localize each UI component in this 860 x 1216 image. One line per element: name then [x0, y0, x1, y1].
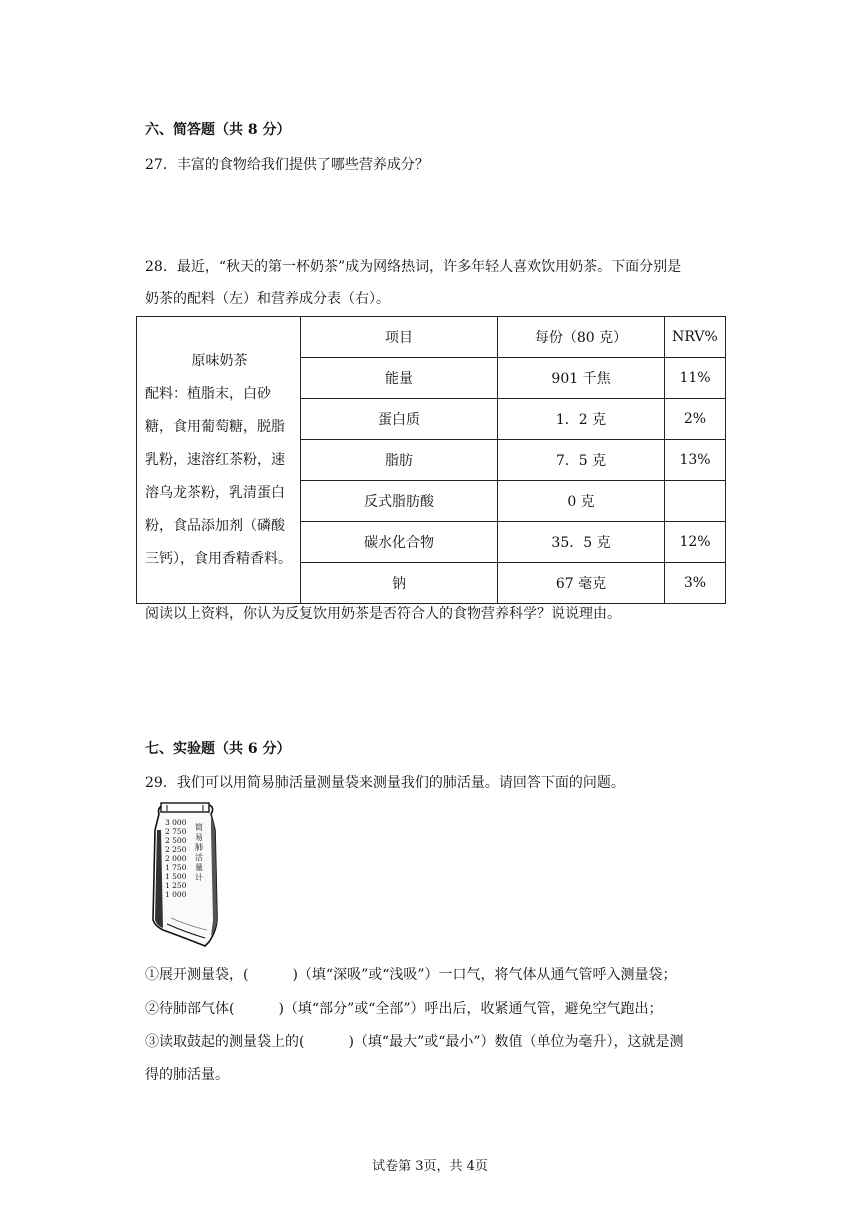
table-cell: 0 克: [498, 481, 665, 522]
step-2-text-b: )（填“部分”或“全部”）呼出后，收紧通气管，避免空气跑出；: [278, 1001, 663, 1017]
scale-label: 2 500: [165, 836, 187, 845]
table-cell: 35．5 克: [498, 522, 665, 563]
scale-label: 1 000: [165, 890, 187, 899]
bag-label-char: 量: [195, 863, 203, 872]
bag-label-char: 易: [195, 833, 203, 842]
question-28-prompt: 阅读以上资料，你认为反复饮用奶茶是否符合人的食物营养科学？说说理由。: [145, 606, 621, 622]
bag-scale: [165, 818, 187, 899]
scale-label: 1 500: [165, 872, 187, 881]
step-3-text-b: )（填“最大”或“最小”）数值（单位为毫升），这就是测: [348, 1034, 684, 1050]
table-cell: [665, 481, 726, 522]
step-1: [145, 964, 677, 984]
table-cell: 蛋白质: [301, 399, 498, 440]
ingredients-name: 原味奶茶: [191, 352, 248, 369]
table-cell: 3%: [665, 563, 726, 604]
header-per-serving: 每份（80 克）: [498, 317, 665, 358]
ingredients-cell: [137, 317, 301, 604]
step-3: [145, 1031, 684, 1051]
step-1-text-a: ①展开测量袋，(: [145, 967, 249, 983]
scale-label: 1 750: [165, 863, 187, 872]
ingredients-text: 配料：植脂末，白砂糖，食用葡萄糖，脱脂乳粉，速溶红茶粉，速溶乌龙茶粉，乳清蛋白粉，食品添加剂（磷酸三钙），食用香精香料。: [145, 385, 292, 567]
question-29: 29．我们可以用简易肺活量测量袋来测量我们的肺活量。请回答下面的问题。: [145, 775, 625, 791]
scale-label: 1 250: [165, 881, 187, 890]
table-cell: 13%: [665, 440, 726, 481]
bag-label-char: 活: [195, 853, 203, 862]
step-3-continued: 得的肺活量。: [145, 1067, 229, 1083]
table-cell: 901 千焦: [498, 358, 665, 399]
table-cell: 能量: [301, 358, 498, 399]
table-cell: 脂肪: [301, 440, 498, 481]
table-cell: 11%: [665, 358, 726, 399]
bag-label-char: 计: [195, 873, 203, 882]
table-cell: 7．5 克: [498, 440, 665, 481]
bag-label-char: 肺: [195, 843, 203, 852]
table-cell: 2%: [665, 399, 726, 440]
scale-label: 2 250: [165, 845, 187, 854]
step-2: [145, 998, 663, 1018]
nutrition-table: [136, 316, 726, 604]
question-27: 27．丰富的食物给我们提供了哪些营养成分？: [145, 157, 429, 173]
step-3-text-a: ③读取鼓起的测量袋上的(: [145, 1034, 305, 1050]
table-cell: 碳水化合物: [301, 522, 498, 563]
question-28-line1: 28．最近，“秋天的第一杯奶茶”成为网络热词，许多年轻人喜欢饮用奶茶。下面分别是: [145, 259, 682, 275]
lung-capacity-bag-illustration: [145, 800, 225, 948]
header-item: 项目: [301, 317, 498, 358]
bag-label-char: 简: [195, 823, 203, 832]
scale-label: 2 750: [165, 827, 187, 836]
table-cell: 1．2 克: [498, 399, 665, 440]
question-28-line2: 奶茶的配料（左）和营养成分表（右）。: [145, 291, 390, 307]
table-cell: 反式脂肪酸: [301, 481, 498, 522]
table-header-row: [137, 317, 726, 358]
step-1-text-b: )（填“深吸”或“浅吸”）一口气，将气体从通气管呼入测量袋；: [292, 967, 677, 983]
table-cell: 12%: [665, 522, 726, 563]
scale-label: 3 000: [165, 818, 187, 827]
table-cell: 钠: [301, 563, 498, 604]
scale-label: 2 000: [165, 854, 187, 863]
table-cell: 67 毫克: [498, 563, 665, 604]
header-nrv: NRV%: [665, 317, 726, 358]
section7-title: 七、实验题（共 6 分）: [145, 741, 291, 757]
section6-title: 六、简答题（共 8 分）: [145, 122, 291, 138]
step-2-text-a: ②待肺部气体(: [145, 1001, 235, 1017]
page-footer: 试卷第 3页，共 4页: [372, 1159, 488, 1174]
